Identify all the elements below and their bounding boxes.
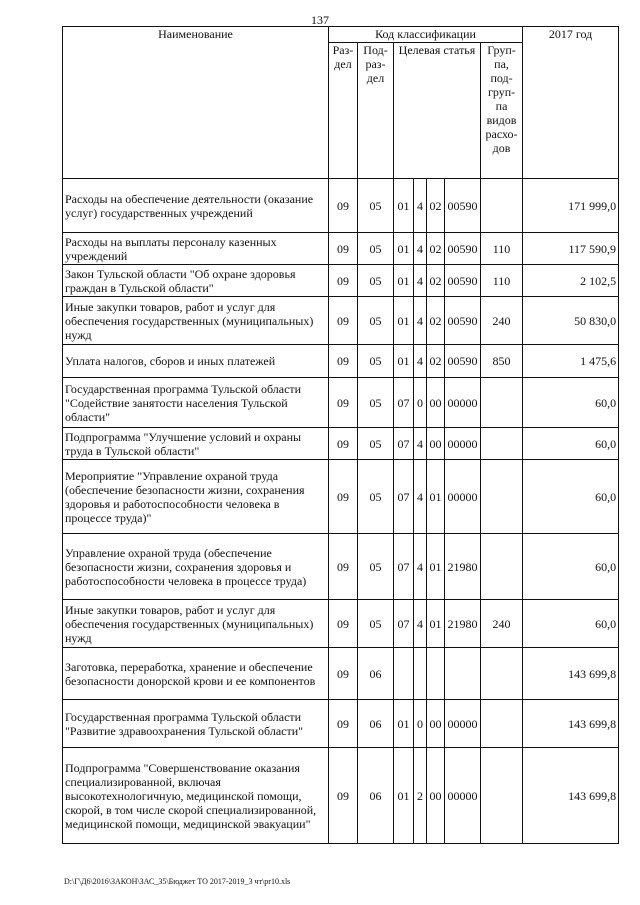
row-target-4: 00590	[445, 179, 481, 233]
row-target-4: 00000	[445, 428, 481, 460]
table-row	[63, 600, 619, 648]
row-expense-group: 110	[481, 233, 523, 265]
row-target-2: 4	[414, 265, 427, 297]
row-name: Расходы на обеспечение деятельности (оказание услуг) государственных учреждений	[63, 179, 329, 233]
row-target-3: 01	[427, 600, 445, 648]
row-expense-group: 240	[481, 297, 523, 345]
row-target-1: 01	[394, 748, 414, 844]
row-section: 09	[329, 534, 358, 600]
row-target-1: 01	[394, 297, 414, 345]
row-target-2: 4	[414, 179, 427, 233]
table-row	[63, 378, 619, 428]
row-target-3	[427, 648, 445, 700]
row-target-2: 4	[414, 345, 427, 378]
row-name: Расходы на выплаты персоналу казенных учреждений	[63, 233, 329, 265]
row-section: 09	[329, 345, 358, 378]
header-code-group: Код классификации	[329, 27, 523, 43]
row-name: Государственная программа Тульской области "Содействие занятости населения Тульской области"	[63, 378, 329, 428]
row-target-1: 07	[394, 460, 414, 534]
table-row	[63, 428, 619, 460]
row-expense-group	[481, 534, 523, 600]
row-target-2: 4	[414, 534, 427, 600]
row-name: Уплата налогов, сборов и иных платежей	[63, 345, 329, 378]
row-target-2: 0	[414, 700, 427, 748]
row-section: 09	[329, 179, 358, 233]
row-section: 09	[329, 700, 358, 748]
row-target-4: 00590	[445, 345, 481, 378]
row-sum: 60,0	[523, 600, 619, 648]
row-target-4: 00000	[445, 700, 481, 748]
row-expense-group: 240	[481, 600, 523, 648]
row-target-3: 00	[427, 748, 445, 844]
row-target-4: 21980	[445, 534, 481, 600]
table-row	[63, 297, 619, 345]
row-subsection: 05	[358, 428, 394, 460]
row-target-2: 4	[414, 428, 427, 460]
row-target-1: 01	[394, 700, 414, 748]
row-section: 09	[329, 297, 358, 345]
table-row	[63, 748, 619, 844]
row-sum: 117 590,9	[523, 233, 619, 265]
row-section: 09	[329, 428, 358, 460]
row-sum: 50 830,0	[523, 297, 619, 345]
row-target-1: 01	[394, 265, 414, 297]
row-name: Подпрограмма "Совершенствование оказания специализированной, включая высокотехнологичную, медицинской помощи, скорой, в том числе скорой специализированной, медицинской помощи, медицинской эвакуации"	[63, 748, 329, 844]
row-expense-group	[481, 700, 523, 748]
row-sum: 1 475,6	[523, 345, 619, 378]
row-target-3: 02	[427, 233, 445, 265]
row-target-2	[414, 648, 427, 700]
row-subsection: 05	[358, 345, 394, 378]
row-section: 09	[329, 600, 358, 648]
row-name: Управление охраной труда (обеспечение безопасности жизни, сохранения здоровья и работоспособности человека в процессе труда)	[63, 534, 329, 600]
row-target-1: 07	[394, 534, 414, 600]
table-header	[63, 27, 619, 179]
row-target-1: 07	[394, 428, 414, 460]
row-target-4: 21980	[445, 600, 481, 648]
row-sum: 60,0	[523, 428, 619, 460]
row-target-3: 02	[427, 179, 445, 233]
row-subsection: 05	[358, 600, 394, 648]
header-target: Целевая статья	[394, 43, 481, 179]
row-expense-group	[481, 648, 523, 700]
table-row	[63, 648, 619, 700]
row-expense-group	[481, 378, 523, 428]
budget-table	[62, 26, 619, 844]
row-name: Государственная программа Тульской области "Развитие здравоохранения Тульской области"	[63, 700, 329, 748]
row-name: Закон Тульской области "Об охране здоровья граждан в Тульской области"	[63, 265, 329, 297]
row-target-3: 00	[427, 378, 445, 428]
row-sum: 143 699,8	[523, 700, 619, 748]
row-target-2: 4	[414, 233, 427, 265]
table-row	[63, 345, 619, 378]
row-expense-group	[481, 748, 523, 844]
row-expense-group: 110	[481, 265, 523, 297]
row-section: 09	[329, 748, 358, 844]
row-subsection: 05	[358, 534, 394, 600]
row-sum: 2 102,5	[523, 265, 619, 297]
header-group: Груп- па, под- груп- па видов расхо- дов	[481, 43, 523, 179]
header-section: Раз- дел	[329, 43, 358, 179]
row-target-3: 02	[427, 345, 445, 378]
row-name: Подпрограмма "Улучшение условий и охраны труда в Тульской области"	[63, 428, 329, 460]
row-target-4: 00000	[445, 460, 481, 534]
table-row	[63, 179, 619, 233]
row-target-1: 01	[394, 179, 414, 233]
row-expense-group	[481, 460, 523, 534]
row-target-2: 0	[414, 378, 427, 428]
row-target-1	[394, 648, 414, 700]
table-row	[63, 534, 619, 600]
row-subsection: 06	[358, 748, 394, 844]
table-row	[63, 233, 619, 265]
row-subsection: 05	[358, 179, 394, 233]
row-sum: 60,0	[523, 534, 619, 600]
row-target-3: 02	[427, 297, 445, 345]
row-target-1: 07	[394, 378, 414, 428]
row-expense-group	[481, 179, 523, 233]
row-sum: 171 999,0	[523, 179, 619, 233]
header-year: 2017 год	[523, 27, 619, 179]
header-subsection: Под- раз- дел	[358, 43, 394, 179]
row-target-3: 01	[427, 534, 445, 600]
row-expense-group: 850	[481, 345, 523, 378]
row-name: Заготовка, переработка, хранение и обеспечение безопасности донорской крови и ее компонентов	[63, 648, 329, 700]
row-subsection: 05	[358, 233, 394, 265]
row-target-1: 01	[394, 345, 414, 378]
row-section: 09	[329, 233, 358, 265]
row-subsection: 06	[358, 700, 394, 748]
row-sum: 143 699,8	[523, 648, 619, 700]
row-target-4	[445, 648, 481, 700]
row-section: 09	[329, 378, 358, 428]
row-target-2: 4	[414, 460, 427, 534]
row-expense-group	[481, 428, 523, 460]
row-target-4: 00590	[445, 265, 481, 297]
row-sum: 60,0	[523, 460, 619, 534]
row-target-1: 01	[394, 233, 414, 265]
page-number: 137	[311, 13, 329, 27]
row-subsection: 05	[358, 460, 394, 534]
row-subsection: 05	[358, 378, 394, 428]
row-subsection: 05	[358, 265, 394, 297]
table-row	[63, 700, 619, 748]
row-section: 09	[329, 460, 358, 534]
row-target-2: 4	[414, 297, 427, 345]
row-target-2: 4	[414, 600, 427, 648]
row-target-3: 00	[427, 428, 445, 460]
row-name: Мероприятие "Управление охраной труда (обеспечение безопасности жизни, сохранения здоровья и работоспособности человека в процессе труда)"	[63, 460, 329, 534]
table-row	[63, 265, 619, 297]
row-target-4: 00590	[445, 297, 481, 345]
row-target-2: 2	[414, 748, 427, 844]
table-body	[63, 179, 619, 844]
file-path-footer: D:\Г\Д6\2016\ЗАКОН\ЗАС_35\Бюджет ТО 2017-2019_3 чт\pr10.xls	[64, 877, 291, 886]
table-row	[63, 460, 619, 534]
row-target-4: 00000	[445, 378, 481, 428]
row-section: 09	[329, 648, 358, 700]
row-subsection: 06	[358, 648, 394, 700]
row-section: 09	[329, 265, 358, 297]
row-sum: 143 699,8	[523, 748, 619, 844]
row-sum: 60,0	[523, 378, 619, 428]
row-subsection: 05	[358, 297, 394, 345]
row-target-4: 00000	[445, 748, 481, 844]
row-target-1: 07	[394, 600, 414, 648]
header-name: Наименование	[63, 27, 329, 179]
row-name: Иные закупки товаров, работ и услуг для обеспечения государственных (муниципальных) нужд	[63, 600, 329, 648]
row-target-3: 01	[427, 460, 445, 534]
row-target-3: 00	[427, 700, 445, 748]
row-target-3: 02	[427, 265, 445, 297]
row-target-4: 00590	[445, 233, 481, 265]
row-name: Иные закупки товаров, работ и услуг для обеспечения государственных (муниципальных) нужд	[63, 297, 329, 345]
